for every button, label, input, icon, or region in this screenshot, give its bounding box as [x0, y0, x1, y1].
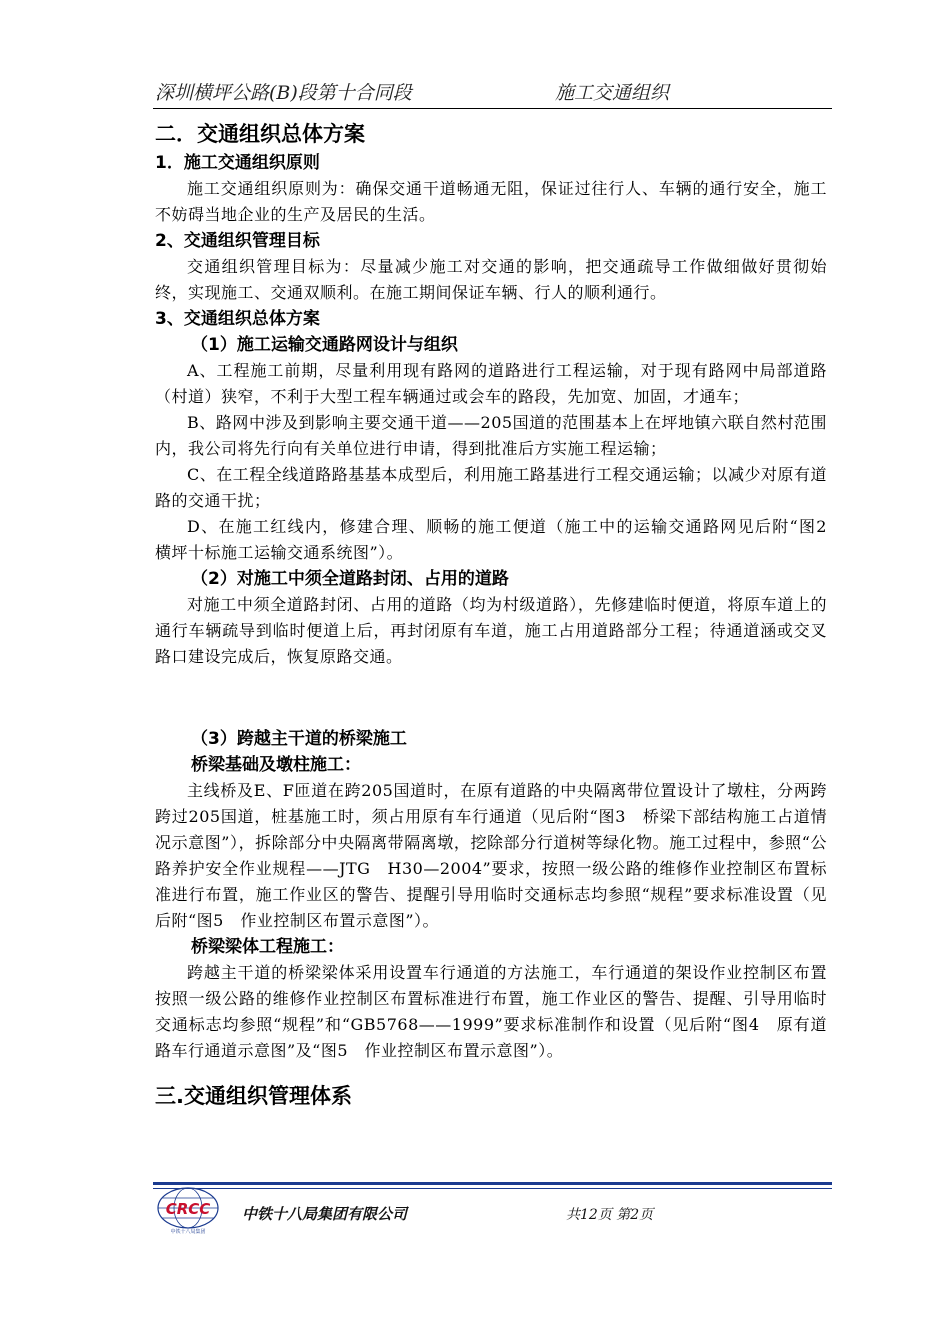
- page-header: [155, 78, 832, 108]
- paragraph-c: C、在工程全线道路路基基本成型后，利用施工路基进行工程交通运输；以减少对原有道路的交通干扰；: [155, 465, 827, 510]
- subsection-2-1-title: 1．施工交通组织原则: [155, 153, 320, 173]
- footer-company-name: 中铁十八局集团有限公司: [242, 1205, 408, 1223]
- section-3-title: 三.交通组织管理体系: [155, 1084, 352, 1108]
- paragraph-a: A、工程施工前期，尽量利用现有路网的道路进行工程运输，对于现有路网中局部道路（村道）狭窄，不利于大型工程车辆通过或会车的路段，先加宽、加固，才通车；: [155, 361, 827, 406]
- header-project-title: 深圳横坪公路(B)段第十合同段: [155, 82, 412, 104]
- paragraph-b: B、路网中涉及到影响主要交通干道——205国道的范围基本上在坪地镇六联自然村范围内，我公司将先行向有关单位进行申请，得到批准后方实施工程运输；: [155, 413, 827, 458]
- beam-construction-title: 桥梁梁体工程施工：: [191, 937, 344, 957]
- crcc-logo: [155, 1186, 221, 1236]
- pier-construction-title: 桥梁基础及墩柱施工：: [191, 755, 361, 775]
- item-1-title: （1）施工运输交通路网设计与组织: [191, 335, 458, 355]
- paragraph-beam-construction: 跨越主干道的桥梁梁体采用设置车行通道的方法施工，车行通道的架设作业控制区布置按照一级公路的维修作业控制区布置标准进行布置，施工作业区的警告、提醒、引导用临时交通标志均参照“规程”和“GB5768——1999”要求标准制作和设置（见后附“图4 原有道路车行通道示意图”及“图5 作业控制区布置示意图”）。: [155, 963, 827, 1060]
- subsection-2-2-title: 2、交通组织管理目标: [155, 231, 320, 251]
- item-3-title: （3）跨越主干道的桥梁施工: [191, 729, 407, 749]
- logo-subtext: 中铁十八局集团: [170, 1229, 206, 1235]
- crcc-logo-icon: [155, 1186, 221, 1236]
- document-body: [155, 118, 844, 1112]
- paragraph-principle: 施工交通组织原则为：确保交通干道畅通无阻，保证过往行人、车辆的通行安全，施工不妨碍当地企业的生产及居民的生活。: [155, 179, 827, 224]
- blank-space: [155, 670, 827, 726]
- section-2-title: 二．交通组织总体方案: [155, 122, 365, 146]
- paragraph-road-closure: 对施工中须全道路封闭、占用的道路（均为村级道路），先修建临时便道，将原车道上的通行车辆疏导到临时便道上后，再封闭原有车道，施工占用道路部分工程；待通道涵或交叉路口建设完成后，恢复原路交通。: [155, 595, 827, 666]
- header-section-title: 施工交通组织: [555, 82, 670, 104]
- blank-space: [155, 1064, 827, 1080]
- item-2-title: （2）对施工中须全道路封闭、占用的道路: [191, 569, 509, 589]
- paragraph-target: 交通组织管理目标为：尽量减少施工对交通的影响，把交通疏导工作做细做好贯彻始终，实现施工、交通双顺利。在施工期间保证车辆、行人的顺利通行。: [155, 257, 827, 302]
- paragraph-pier-construction: 主线桥及E、F匝道在跨205国道时，在原有道路的中央隔离带位置设计了墩柱，分两跨跨过205国道，桩基施工时，须占用原有车行通道（见后附“图3 桥梁下部结构施工占道情况示意图”），拆除部分中央隔离带隔离墩，挖除部分行道树等绿化物。施工过程中，参照“公路养护安全作业规程——JTG H30—2004”要求，按照一级公路的维修作业控制区布置标准进行布置，施工作业区的警告、提醒引导用临时交通标志均参照“规程”要求标准设置（见后附“图5 作业控制区布置示意图”）。: [155, 781, 827, 930]
- footer-page-number: 共12页 第2页: [566, 1207, 654, 1223]
- footer-rule-thin: [153, 1188, 832, 1189]
- footer-rule-thick: [153, 1182, 832, 1185]
- header-rule: [153, 108, 832, 109]
- subsection-2-3-title: 3、交通组织总体方案: [155, 309, 320, 329]
- logo-text: CRCC: [165, 1200, 211, 1218]
- paragraph-d: D、在施工红线内，修建合理、顺畅的施工便道（施工中的运输交通路网见后附“图2 横坪十标施工运输交通系统图”）。: [155, 517, 844, 562]
